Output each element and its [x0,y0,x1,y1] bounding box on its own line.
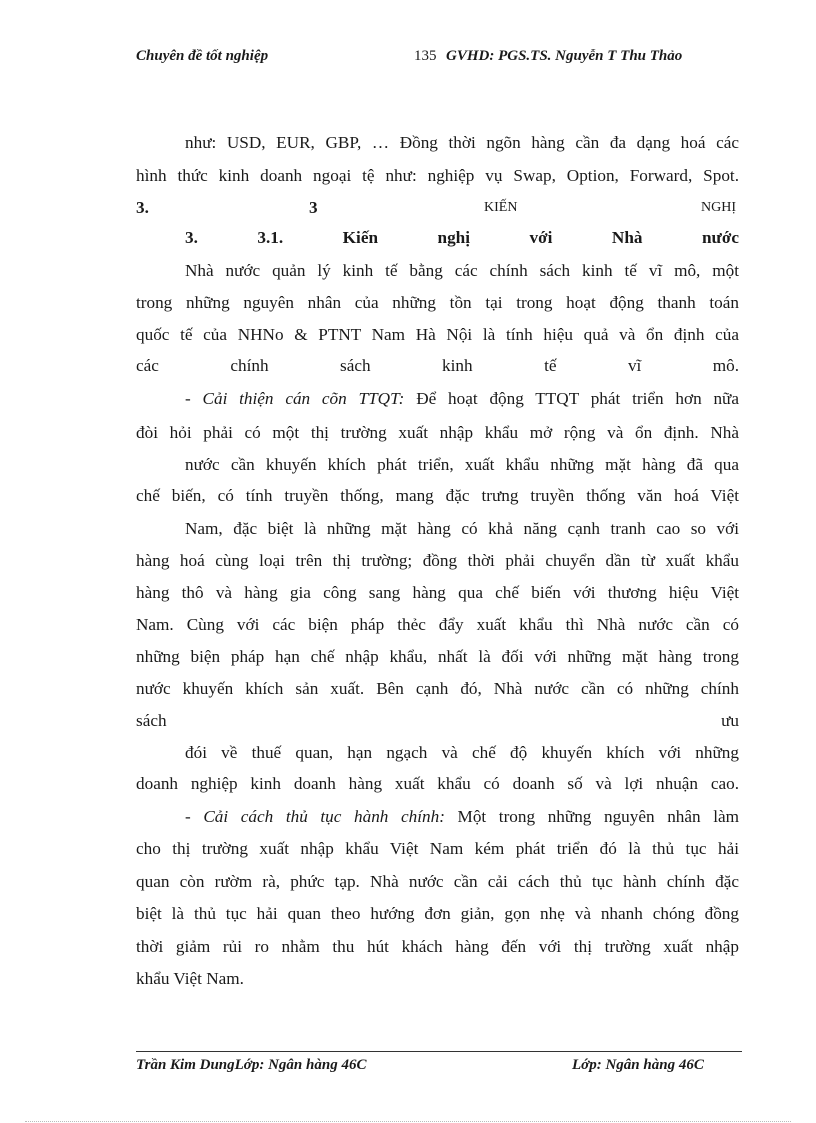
footer-author: Trần Kim DungLớp: Ngân hàng 46C [136,1057,367,1073]
body-word: sách [136,711,167,730]
body-line: khẩu Việt Nam. [136,969,244,988]
body-line [136,711,739,731]
heading-word: Nhà [611,228,643,247]
body-line: quốc tế của NHNo & PTNT Nam Hà Nội là tính hiệu quả và ổn định của [136,325,739,344]
body-line: hàng thô và hàng gia công sang hàng qua chế biến với thương hiệu Việt [136,583,739,602]
body-line [185,807,739,827]
heading-word: Kiến [342,228,379,247]
footer-class: Lớp: Ngân hàng 46C [572,1057,704,1073]
body-word: tế [544,356,557,375]
body-word: mô. [712,356,740,375]
body-line: chế biến, có tính truyền thống, mang đặc trưng truyền thống văn hoá Việt [136,486,739,505]
body-line [185,389,739,409]
page-bottom-dotted-divider [25,1121,791,1122]
heading-word: 3 [309,198,318,217]
body-word: kinh [442,356,473,375]
page-number: 135 [414,48,437,64]
body-text: Một trong những nguyên nhân làm [444,807,739,826]
body-line [136,356,739,376]
body-line: biệt là thủ tục hải quan theo hướng đơn giản, gọn nhẹ và nhanh chóng đồng [136,904,739,923]
body-word: vĩ [627,356,642,375]
body-word: ưu [721,711,739,730]
heading-word: 3. [136,198,149,217]
body-word: chính [230,356,269,375]
body-line: hàng hoá cùng loại trên thị trường; đồng thời phải chuyển dần từ xuất khẩu [136,551,739,570]
heading-word: nghị [437,228,471,247]
body-line: cho thị trường xuất nhập khẩu Việt Nam kém phát triển đó là thủ tục hải [136,839,739,858]
section-heading-3-1 [185,228,739,248]
heading-word: KIẾN [484,200,518,215]
heading-word: nước [701,228,740,247]
header-title: Chuyên đề tốt nghiệp [136,48,269,64]
header-supervisor: GVHD: PGS.TS. Nguyễn T Thu Thảo [446,48,683,64]
heading-word: NGHỊ [701,200,736,215]
heading-word: với [529,228,553,247]
body-line: quan còn rườm rà, phức tạp. Nhà nước cần cải cách thủ tục hành chính đặc [136,872,739,891]
body-line: những biện pháp hạn chế nhập khẩu, nhất là đối với những mặt hàng trong [136,647,739,666]
section-heading-3 [136,198,739,220]
body-word: các [136,356,159,375]
heading-word: 3.1. [257,228,284,247]
body-line: hình thức kinh doanh ngoại tệ như: nghiệp vụ Swap, Option, Forward, Spot. [136,166,739,185]
subheading-italic: - Cải thiện cán cõn TTQT: [185,389,405,408]
body-text: Để hoạt động TTQT phát triển hơn nữa [404,389,740,408]
body-line: nước cần khuyến khích phát triển, xuất khẩu những mặt hàng đã qua [185,455,739,474]
body-line: doanh nghiệp kinh doanh hàng xuất khẩu có doanh số và lợi nhuận cao. [136,774,739,793]
body-line: nước khuyến khích sản xuất. Bên cạnh đó, Nhà nước cần có những chính [136,679,739,698]
body-line: Nhà nước quản lý kinh tế bằng các chính sách kinh tế vĩ mô, một [185,261,739,280]
footer-divider [136,1051,742,1052]
subheading-italic: - Cải cách thủ tục hành chính: [185,807,445,826]
body-line: đòi hỏi phải có một thị trường xuất nhập khẩu mở rộng và ổn định. Nhà [136,423,739,442]
body-line: như: USD, EUR, GBP, … Đồng thời ngõn hàng cần đa dạng hoá các [185,133,739,152]
body-line: đói về thuế quan, hạn ngạch và chế độ khuyến khích với những [185,743,739,762]
body-line: trong những nguyên nhân của những tồn tại trong hoạt động thanh toán [136,293,739,312]
heading-word: 3. [185,228,198,247]
body-word: sách [340,356,371,375]
body-line: Nam. Cùng với các biện pháp thẻc đẩy xuất khẩu thì Nhà nước cần có [136,615,739,634]
body-line: Nam, đặc biệt là những mặt hàng có khả năng cạnh tranh cao so với [185,519,739,538]
body-line: thời giảm rủi ro nhằm thu hút khách hàng đến với thị trường xuất nhập [136,937,739,956]
